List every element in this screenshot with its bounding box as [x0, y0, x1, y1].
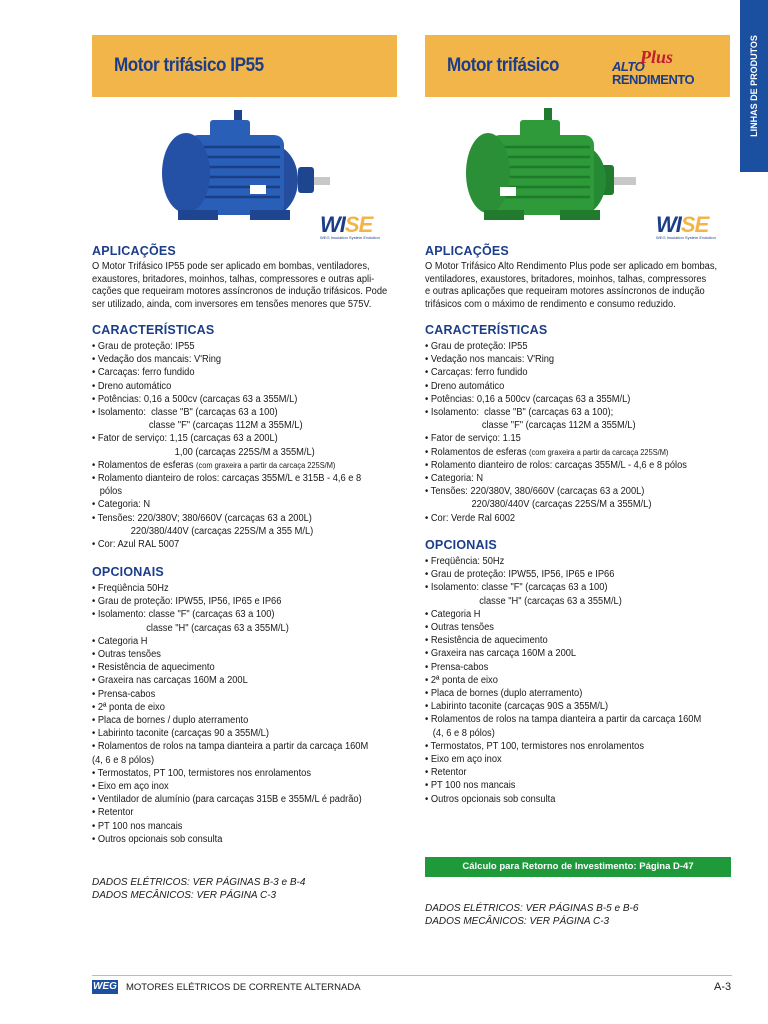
rolamentos-note: (com graxeira a partir da carcaça 225S/M)	[529, 447, 669, 457]
list-item: classe "H" (carcaças 63 a 355M/L)	[425, 595, 622, 607]
list-item: • Ventilador de alumínio (para carcaças 315B e 355M/L é padrão)	[92, 794, 362, 806]
alto-rendimento-plus-logo	[612, 47, 702, 87]
logo-plus: Plus	[640, 47, 674, 67]
list-item: • Outras tensões	[425, 622, 494, 634]
right-aplicacoes-line-1: O Motor Trifásico Alto Rendimento Plus pode ser aplicado em bombas,	[425, 261, 718, 272]
list-item: • Labirinto taconite (carcaças 90S a 355M/L)	[425, 701, 609, 713]
list-item: • Isolamento: classe "F" (carcaças 63 a 100)	[425, 582, 608, 594]
right-opcionais-list	[425, 555, 701, 806]
list-item: • Freqüência 50Hz	[92, 583, 169, 594]
list-item: • Vedação nos mancais: V'Ring	[425, 354, 555, 366]
right-aplicacoes-heading: APLICAÇÕES	[425, 244, 509, 258]
list-item: classe "F" (carcaças 112M a 355M/L)	[92, 420, 303, 432]
left-wise-s: SE	[344, 212, 373, 237]
list-item: 220/380/440V (carcaças 225S/M a 355 M/L)	[92, 525, 314, 537]
list-item: • Rolamento dianteiro de rolos: carcaças 355M/L - 4,6 e 8 pólos	[425, 459, 687, 471]
list-item: • Eixo em aço inox	[92, 781, 169, 793]
list-item: • Categoria H	[92, 635, 148, 647]
list-item: • Retentor	[425, 767, 467, 779]
side-tab-label: LINHAS DE PRODUTOS	[749, 35, 759, 137]
list-item: • Grau de proteção: IP55	[92, 341, 195, 352]
right-opcionais-heading: OPCIONAIS	[425, 538, 497, 552]
weg-logo: WEG	[93, 981, 117, 992]
footer-title: MOTORES ELÉTRICOS DE CORRENTE ALTERNADA	[126, 982, 361, 993]
list-item: • Tensões: 220/380V; 380/660V (carcaças 63 a 200L)	[92, 512, 312, 524]
left-dados-notes	[92, 877, 305, 902]
left-caracteristicas-list	[92, 340, 361, 551]
right-aplicacoes-line-2: ventiladores, exaustores, britadores, moinhos, talhas, compressores	[425, 273, 707, 285]
right-wise-w: WI	[656, 212, 681, 237]
list-item: • Rolamentos de rolos na tampa dianteira a partir da carcaça 160M	[92, 741, 369, 753]
right-title: Motor trifásico	[447, 55, 560, 76]
list-item: • Tensões: 220/380V, 380/660V (carcaças 63 a 200L)	[425, 486, 645, 498]
left-aplicacoes-heading: APLICAÇÕES	[92, 244, 176, 258]
left-aplicacoes-line-3: cações que requeiram motores assíncronos de indução trifásicos. Pode	[92, 286, 388, 298]
list-item: • Placa de bornes (duplo aterramento)	[425, 688, 583, 700]
logo-alto: ALTO	[612, 59, 645, 74]
list-item: • Placa de bornes / duplo aterramento	[92, 715, 249, 727]
list-item: • Categoria H	[425, 608, 481, 620]
left-opcionais-list	[92, 582, 368, 846]
right-caracteristicas-heading: CARACTERÍSTICAS	[425, 323, 548, 337]
right-wise-sub: WEG Insulation System Evolution	[656, 235, 716, 240]
right-dados-notes	[425, 903, 638, 928]
left-aplicacoes-text	[92, 261, 399, 312]
list-item: pólos	[92, 486, 122, 498]
list-item: • Outras tensões	[92, 649, 161, 661]
left-aplicacoes-line-2: exaustores, britadores, moinhos, talhas, compressores e outras apli-	[92, 273, 375, 285]
rolamentos-label: • Rolamentos de esferas	[425, 446, 530, 458]
list-item: • Potências: 0,16 a 500cv (carcaças 63 a 355M/L)	[92, 393, 298, 405]
list-item: • 2ª ponta de eixo	[425, 674, 498, 686]
list-item: • Prensa-cabos	[425, 661, 489, 673]
logo-rendimento: RENDIMENTO	[612, 72, 695, 87]
list-item: • Fator de serviço: 1,15 (carcaças 63 a 200L)	[92, 433, 278, 445]
list-item: • PT 100 nos mancais	[92, 820, 183, 832]
page-number: A-3	[714, 981, 732, 993]
list-item: • Categoria: N	[425, 473, 484, 485]
rolamentos-label: • Rolamentos de esferas	[92, 459, 197, 471]
list-item-rolamentos	[425, 446, 687, 459]
list-item: • Vedação dos mancais: V'Ring	[92, 354, 222, 366]
list-item: • Resistência de aquecimento	[425, 635, 548, 647]
list-item: • Fator de serviço: 1.15	[425, 433, 521, 445]
list-item: • Resistência de aquecimento	[92, 662, 215, 674]
right-wise-s: SE	[680, 212, 709, 237]
list-item: • Rolamentos de rolos na tampa dianteira a partir da carcaça 160M	[425, 714, 702, 726]
list-item: classe "F" (carcaças 112M a 355M/L)	[425, 420, 636, 432]
list-item-rolamentos	[92, 459, 361, 472]
list-item: • Cor: Azul RAL 5007	[92, 539, 180, 551]
list-item: • Grau de proteção: IP55	[425, 341, 528, 352]
list-item: • Categoria: N	[92, 499, 151, 511]
left-title-banner	[92, 35, 397, 97]
list-item: • Prensa-cabos	[92, 688, 156, 700]
right-aplicacoes-text	[425, 261, 732, 312]
list-item: • Cor: Verde Ral 6002	[425, 512, 516, 524]
left-title: Motor trifásico IP55	[114, 55, 264, 76]
list-item: • Isolamento: classe "F" (carcaças 63 a 100)	[92, 609, 275, 621]
list-item: • Outros opcionais sob consulta	[425, 793, 556, 805]
list-item: classe "H" (carcaças 63 a 355M/L)	[92, 622, 289, 634]
right-title-banner	[425, 35, 730, 97]
list-item: • Isolamento: classe "B" (carcaças 63 a 100)	[92, 407, 278, 419]
left-wise-logo	[320, 212, 390, 241]
list-item: • Eixo em aço inox	[425, 754, 502, 766]
list-item: 1,00 (carcaças 225S/M a 355M/L)	[92, 446, 315, 458]
right-aplicacoes-line-3: e outras aplicações que requeiram motores assíncronos de indução	[425, 286, 705, 298]
list-item: • Grau de proteção: IPW55, IP56, IP65 e IP66	[92, 596, 282, 608]
motor-ip55-image	[150, 105, 340, 225]
right-aplicacoes-line-4: trifásicos com o máximo de rendimento e consumo reduzido.	[425, 299, 676, 311]
roi-banner: Cálculo para Retorno de Investimento: Página D-47	[425, 857, 731, 877]
right-dados-eletricos: DADOS ELÉTRICOS: VER PÁGINAS B-5 e B-6	[425, 903, 639, 914]
list-item: • PT 100 nos mancais	[425, 780, 516, 792]
list-item: • Graxeira nas carcaça 160M a 200L	[425, 648, 577, 660]
list-item: 220/380/440V (carcaças 225S/M a 355M/L)	[425, 499, 652, 511]
list-item: • Freqüência: 50Hz	[425, 556, 505, 567]
list-item: • Carcaças: ferro fundido	[92, 367, 195, 379]
list-item: • Potências: 0,16 a 500cv (carcaças 63 a 355M/L)	[425, 393, 631, 405]
left-opcionais-heading: OPCIONAIS	[92, 565, 164, 579]
list-item: • Grau de proteção: IPW55, IP56, IP65 e IP66	[425, 569, 615, 581]
list-item: • Outros opcionais sob consulta	[92, 833, 223, 845]
list-item: (4, 6 e 8 pólos)	[425, 727, 495, 739]
left-aplicacoes-line-4: ser utilizado, ainda, com inversores em tensões menores que 575V.	[92, 299, 372, 311]
list-item: • Isolamento: classe "B" (carcaças 63 a 100);	[425, 407, 614, 419]
list-item: • Dreno automático	[92, 380, 172, 392]
list-item: (4, 6 e 8 pólos)	[92, 754, 155, 766]
list-item: • Labirinto taconite (carcaças 90 a 355M/L)	[92, 728, 269, 740]
left-wise-w: WI	[320, 212, 345, 237]
left-caracteristicas-heading: CARACTERÍSTICAS	[92, 323, 215, 337]
list-item: • Dreno automático	[425, 380, 505, 392]
list-item: • 2ª ponta de eixo	[92, 701, 165, 713]
list-item: • Retentor	[92, 807, 134, 819]
left-dados-eletricos: DADOS ELÉTRICOS: VER PÁGINAS B-3 e B-4	[92, 877, 306, 888]
right-caracteristicas-list	[425, 340, 687, 525]
right-dados-mecanicos: DADOS MECÂNICOS: VER PÁGINA C-3	[425, 915, 610, 927]
footer-divider	[92, 975, 732, 976]
motor-alto-rendimento-image	[460, 105, 650, 225]
list-item: • Termostatos, PT 100, termistores nos enrolamentos	[425, 740, 644, 752]
left-wise-sub: WEG Insulation System Evolution	[320, 235, 380, 240]
side-tab-linhas-de-produtos	[740, 0, 768, 172]
right-wise-logo	[656, 212, 726, 241]
list-item: • Termostatos, PT 100, termistores nos enrolamentos	[92, 767, 311, 779]
left-aplicacoes-line-1: O Motor Trifásico IP55 pode ser aplicado em bombas, ventiladores,	[92, 261, 370, 272]
list-item: • Rolamento dianteiro de rolos: carcaças 355M/L e 315B - 4,6 e 8	[92, 473, 362, 485]
list-item: • Graxeira nas carcaças 160M a 200L	[92, 675, 248, 687]
list-item: • Carcaças: ferro fundido	[425, 367, 528, 379]
left-dados-mecanicos: DADOS MECÂNICOS: VER PÁGINA C-3	[92, 889, 277, 901]
rolamentos-note: (com graxeira a partir da carcaça 225S/M)	[196, 460, 336, 470]
